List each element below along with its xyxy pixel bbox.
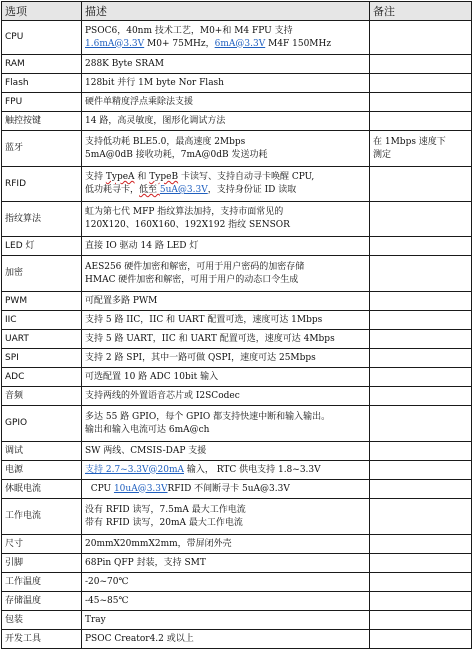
description-line: 虹为第七代 MFP 指纹算法加持，支持市面常见的 <box>85 207 284 217</box>
row-description: 直接 IO 驱动 14 路 LED 灯 <box>82 237 370 256</box>
row-remark <box>370 368 472 387</box>
table-row-bluetooth <box>2 131 472 167</box>
text-run: M4F 150MHz <box>265 38 332 49</box>
description-line: PSOC6，40nm 技术工艺，M0+和 M4 FPU 支持 <box>85 25 293 36</box>
table-row-packaging <box>2 611 472 630</box>
text-run: M0+ 75MHz， <box>144 38 215 49</box>
row-label: 电源 <box>2 461 82 480</box>
row-label: SPI <box>2 349 82 368</box>
row-label: 存储温度 <box>2 592 82 611</box>
row-remark <box>370 442 472 461</box>
row-remark <box>370 611 472 630</box>
row-remark <box>370 112 472 131</box>
table-row-encryption <box>2 256 472 292</box>
row-remark <box>370 554 472 573</box>
row-label: 尺寸 <box>2 535 82 554</box>
row-description <box>82 202 370 237</box>
table-row-fpu <box>2 93 472 112</box>
row-label: GPIO <box>2 406 82 442</box>
row-description <box>82 131 370 167</box>
text-run: 低功耗寻卡， <box>85 185 140 195</box>
table-row-debug <box>2 442 472 461</box>
text-run: 支持 <box>85 172 106 182</box>
row-remark <box>370 349 472 368</box>
row-description <box>82 406 370 442</box>
row-description: -45~85℃ <box>82 592 370 611</box>
row-remark <box>370 406 472 442</box>
row-label: FPU <box>2 93 82 112</box>
row-description: 支持 5 路 IIC，IIC 和 UART 配置可选，速度可达 1Mbps <box>82 311 370 330</box>
row-label: RFID <box>2 167 82 202</box>
row-description: PSOC Creator4.2 或以上 <box>82 630 370 649</box>
header-remark: 备注 <box>370 2 472 21</box>
table-row-pwm <box>2 292 472 311</box>
row-remark <box>370 592 472 611</box>
row-remark <box>370 499 472 535</box>
table-row-touch <box>2 112 472 131</box>
text-run: CPU <box>85 483 114 494</box>
table-row-iic <box>2 311 472 330</box>
row-remark <box>370 131 472 167</box>
row-label: RAM <box>2 55 82 74</box>
spec-table <box>1 1 472 649</box>
row-label: PWM <box>2 292 82 311</box>
row-description: 可配置多路 PWM <box>82 292 370 311</box>
row-description <box>82 480 370 499</box>
row-label: 工作温度 <box>2 573 82 592</box>
text-run: TypeA <box>105 172 135 182</box>
description-line: 5mA@0dB 接收功耗，7mA@0dB 发送功耗 <box>85 149 268 160</box>
row-remark <box>370 480 472 499</box>
table-row-fingerprint <box>2 202 472 237</box>
description-line <box>85 38 366 51</box>
cpu-m4-current-link[interactable]: 6mA@3.3V <box>214 38 266 49</box>
description-line <box>85 184 366 197</box>
row-label: IIC <box>2 311 82 330</box>
description-line: HMAC 硬件加密和解密，可用于用户的动态口令生成 <box>85 274 299 285</box>
row-remark <box>370 21 472 55</box>
row-description: 20mmX20mmX2mm，带屏闭外壳 <box>82 535 370 554</box>
text-run: 和 <box>134 172 150 182</box>
table-row-uart <box>2 330 472 349</box>
row-remark <box>370 202 472 237</box>
row-description: Tray <box>82 611 370 630</box>
row-label: 指纹算法 <box>2 202 82 237</box>
row-label: 工作电流 <box>2 499 82 535</box>
row-remark <box>370 535 472 554</box>
table-row-work-current <box>2 499 472 535</box>
table-row-gpio <box>2 406 472 442</box>
table-row-size <box>2 535 472 554</box>
description-line: 多达 55 路 GPIO，每个 GPIO 都支持快速中断和输入输出。 <box>85 411 331 422</box>
row-remark <box>370 167 472 202</box>
row-label: 包装 <box>2 611 82 630</box>
table-row-sleep-current <box>2 480 472 499</box>
description-line: 支持低功耗 BLE5.0，最高速度 2Mbps <box>85 136 246 147</box>
row-description <box>82 21 370 55</box>
description-line: 输出和输入电流可达 6mA@ch <box>85 424 210 435</box>
description-line <box>85 171 366 184</box>
row-remark <box>370 573 472 592</box>
row-remark <box>370 387 472 406</box>
table-row-cpu <box>2 21 472 55</box>
row-label: 休眠电流 <box>2 480 82 499</box>
row-description: SW 两线、CMSIS-DAP 支援 <box>82 442 370 461</box>
header-description: 描述 <box>82 2 370 21</box>
text-run: 输入， RTC 供电支持 1.8~3.3V <box>184 464 321 475</box>
row-remark <box>370 74 472 93</box>
row-label: 加密 <box>2 256 82 292</box>
row-description <box>82 256 370 292</box>
row-description: 128bit 并行 1M byte Nor Flash <box>82 74 370 93</box>
row-description: 288K Byte SRAM <box>82 55 370 74</box>
table-row-spi <box>2 349 472 368</box>
row-remark <box>370 55 472 74</box>
header-row <box>2 2 472 21</box>
row-label: LED 灯 <box>2 237 82 256</box>
row-label: Flash <box>2 74 82 93</box>
row-label: 触控按键 <box>2 112 82 131</box>
description-line: 带有 RFID 读写，20mA 最大工作电流 <box>85 517 243 528</box>
description-line: AES256 硬件加密和解密，可用于用户密码的加密存储 <box>85 261 305 272</box>
row-description: 68Pin QFP 封装，支持 SMT <box>82 554 370 573</box>
row-description <box>82 499 370 535</box>
table-row-ram <box>2 55 472 74</box>
table-row-storage-temp <box>2 592 472 611</box>
row-description: 支持 2 路 SPI，其中一路可做 QSPI，速度可达 25Mbps <box>82 349 370 368</box>
table-row-power <box>2 461 472 480</box>
row-remark <box>370 256 472 292</box>
row-description <box>82 461 370 480</box>
remark-line: 在 1Mbps 速度下 <box>373 136 446 147</box>
text-run: RFID 不间断寻卡 5uA@3.3V <box>167 483 290 494</box>
row-label: 开发工具 <box>2 630 82 649</box>
row-remark <box>370 237 472 256</box>
row-remark <box>370 93 472 112</box>
sleep-current-link[interactable]: 10uA@3.3V <box>113 483 168 494</box>
text-run: 低至 <box>139 185 160 195</box>
row-label: CPU <box>2 21 82 55</box>
row-description: 14 路，高灵敏度，图形化调试方法 <box>82 112 370 131</box>
rfid-current-link[interactable]: 5uA@3.3V <box>159 185 208 195</box>
row-label: 调试 <box>2 442 82 461</box>
row-label: ADC <box>2 368 82 387</box>
table-row-pins <box>2 554 472 573</box>
table-row-rfid <box>2 167 472 202</box>
row-description <box>82 167 370 202</box>
table-row-led <box>2 237 472 256</box>
row-description: 可选配置 10 路 ADC 10bit 输入 <box>82 368 370 387</box>
table-row-adc <box>2 368 472 387</box>
remark-line: 测定 <box>373 149 392 160</box>
text-run: TypeB <box>149 172 179 182</box>
cpu-m0-current-link[interactable]: 1.6mA@3.3V <box>85 38 145 49</box>
table-row-audio <box>2 387 472 406</box>
description-line: 120X120、160X160、192X192 指纹 SENSOR <box>85 220 290 230</box>
row-remark <box>370 292 472 311</box>
row-label: 音频 <box>2 387 82 406</box>
row-description: 支持 5 路 UART，IIC 和 UART 配置可选，速度可达 4Mbps <box>82 330 370 349</box>
row-description: -20~70℃ <box>82 573 370 592</box>
header-option: 选项 <box>2 2 82 21</box>
table-row-flash <box>2 74 472 93</box>
description-line: 没有 RFID 读写，7.5mA 最大工作电流 <box>85 504 246 515</box>
row-remark <box>370 330 472 349</box>
power-input-link[interactable]: 支持 2.7~3.3V@20mA <box>85 464 185 475</box>
row-description: 硬件单精度浮点乘除法支援 <box>82 93 370 112</box>
table-row-dev-tools <box>2 630 472 649</box>
row-remark <box>370 311 472 330</box>
row-description: 支持两线的外置语音芯片或 I2SCodec <box>82 387 370 406</box>
row-label: 引脚 <box>2 554 82 573</box>
table-row-operating-temp <box>2 573 472 592</box>
row-label: UART <box>2 330 82 349</box>
row-label: 蓝牙 <box>2 131 82 167</box>
text-run: ，支持身份证 ID 读取 <box>207 185 297 195</box>
text-run: 卡读写、支持自动寻卡唤醒 CPU, <box>178 172 315 182</box>
row-remark <box>370 630 472 649</box>
row-remark <box>370 461 472 480</box>
